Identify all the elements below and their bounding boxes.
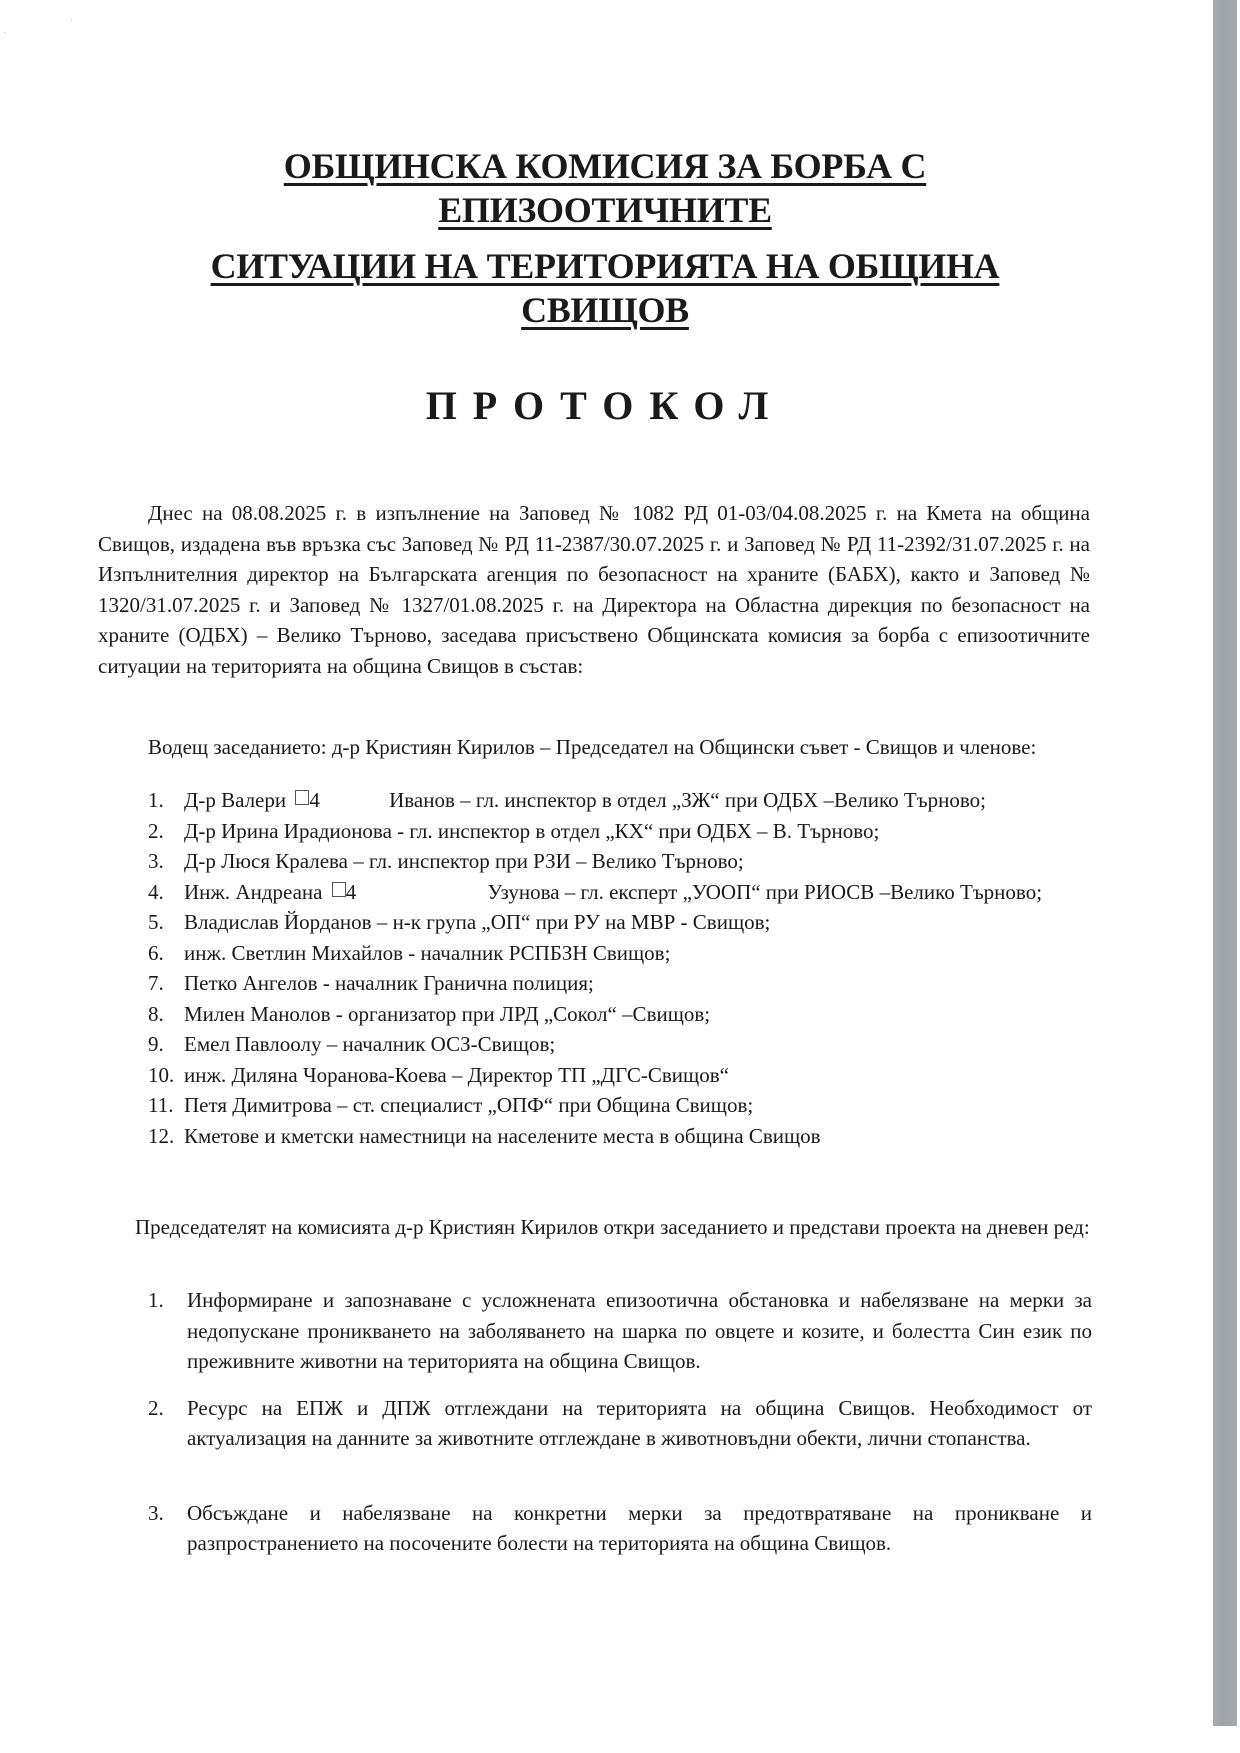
member-item: 4. Инж. Андреана 4 Узунова – гл. експерт „УООП“ при РИОСВ –Велико Търново; (148, 879, 1043, 904)
title-line-3: СИТУАЦИИ НА ТЕРИТОРИЯТА НА ОБЩИНА (210, 246, 1000, 286)
intro-paragraph: Днес на 08.08.2025 г. в изпълнение на Заповед № 1082 РД 01-03/04.08.2025 г. на Кмета на община Свищов, издадена във връзка със Заповед № РД 11-2387/30.07.2025 г. и Заповед № РД 11-2392/31.07.2025 г. на Изпълнителния директор на Българската агенция по безопасност на храните (БАБХ), както и Заповед № 1320/31.07.2025 г. и Заповед № 1327/01.08.2025 г. на Директора на Областна дирекция по безопасност на храните (ОДБХ) – Велико Търново, заседава присъствено Общинската комисия за борба с епизоотичните ситуации на територията на община Свищов в състав: (98, 501, 1090, 678)
member-item: 8. Милен Манолов - организатор при ЛРД „Сокол“ –Свищов; (148, 1001, 711, 1026)
member-item: 5. Владислав Йорданов – н-к група „ОП“ при РУ на МВР - Свищов; (148, 910, 771, 934)
member-item: 9. Емел Павлоолу – началник ОСЗ-Свищов; (148, 1032, 556, 1056)
missing-glyph-icon (295, 790, 309, 805)
member-item: 11. Петя Димитрова – ст. специалист „ОПФ“ при Община Свищов; (148, 1093, 754, 1117)
title-line-2: ЕПИЗООТИЧНИТЕ (438, 190, 772, 230)
member-item: 6. инж. Светлин Михайлов - началник РСПБЗН Свищов; (148, 940, 671, 965)
member-item: 3. Д-р Люся Кралева – гл. инспектор при РЗИ – Велико Търново; (148, 849, 744, 873)
document-type-heading: ПРОТОКОЛ (425, 383, 785, 428)
agenda-item: 2. Ресурс на ЕПЖ и ДПЖ отглеждани на територията на община Свищов. Необходимост от актуализация на данните за животните отглеждане в животновъдни обекти, лични стопанства. (148, 1395, 1092, 1450)
member-item: 10. инж. Диляна Чоранова-Коева – Директор ТП „ДГС-Свищов“ (148, 1062, 729, 1087)
meeting-leader-paragraph: Водещ заседанието: д-р Кристиян Кирилов – Председател на Общински съвет - Свищов и членове: (148, 735, 1037, 759)
member-item: 2. Д-р Ирина Ирадионова - гл. инспектор в отдел „КХ“ при ОДБХ – В. Търново; (148, 818, 880, 843)
members-list (0, 785, 1092, 1151)
member-item: 7. Петко Ангелов - началник Гранична полиция; (148, 971, 594, 995)
agenda-list (0, 1285, 1092, 1559)
missing-glyph-icon (332, 882, 346, 897)
chair-statement-paragraph: Председателят на комисията д-р Кристиян Кирилов откри заседанието и представи проекта на дневен ред: (135, 1215, 1090, 1239)
agenda-item: 3. Обсъждане и набелязване на конкретни мерки за предотвратяване на проникване и разпространението на посочените болести на територията на община Свищов. (148, 1500, 1092, 1555)
member-item: 1. Д-р Валери 4 Иванов – гл. инспектор в отдел „ЗЖ“ при ОДБХ –Велико Търново; (148, 788, 986, 812)
agenda-item: 1. Информиране и запознаване с усложнената епизоотична обстановка и набелязване на мерки за недопускане проникването на заболяването на шарка по овцете и козите, и болестта Син език по преживните животни на територията на община Свищов. (148, 1288, 1092, 1373)
scan-speck: · (3, 28, 7, 39)
title-line-1: ОБЩИНСКА КОМИСИЯ ЗА БОРБА С (283, 146, 927, 186)
member-item: 12. Кметове и кметски наместници на населените места в община Свищов (148, 1123, 821, 1148)
scan-speck: · (70, 16, 74, 27)
scan-edge-shadow (1213, 0, 1237, 1726)
title-line-4: СВИЩОВ (521, 290, 689, 330)
